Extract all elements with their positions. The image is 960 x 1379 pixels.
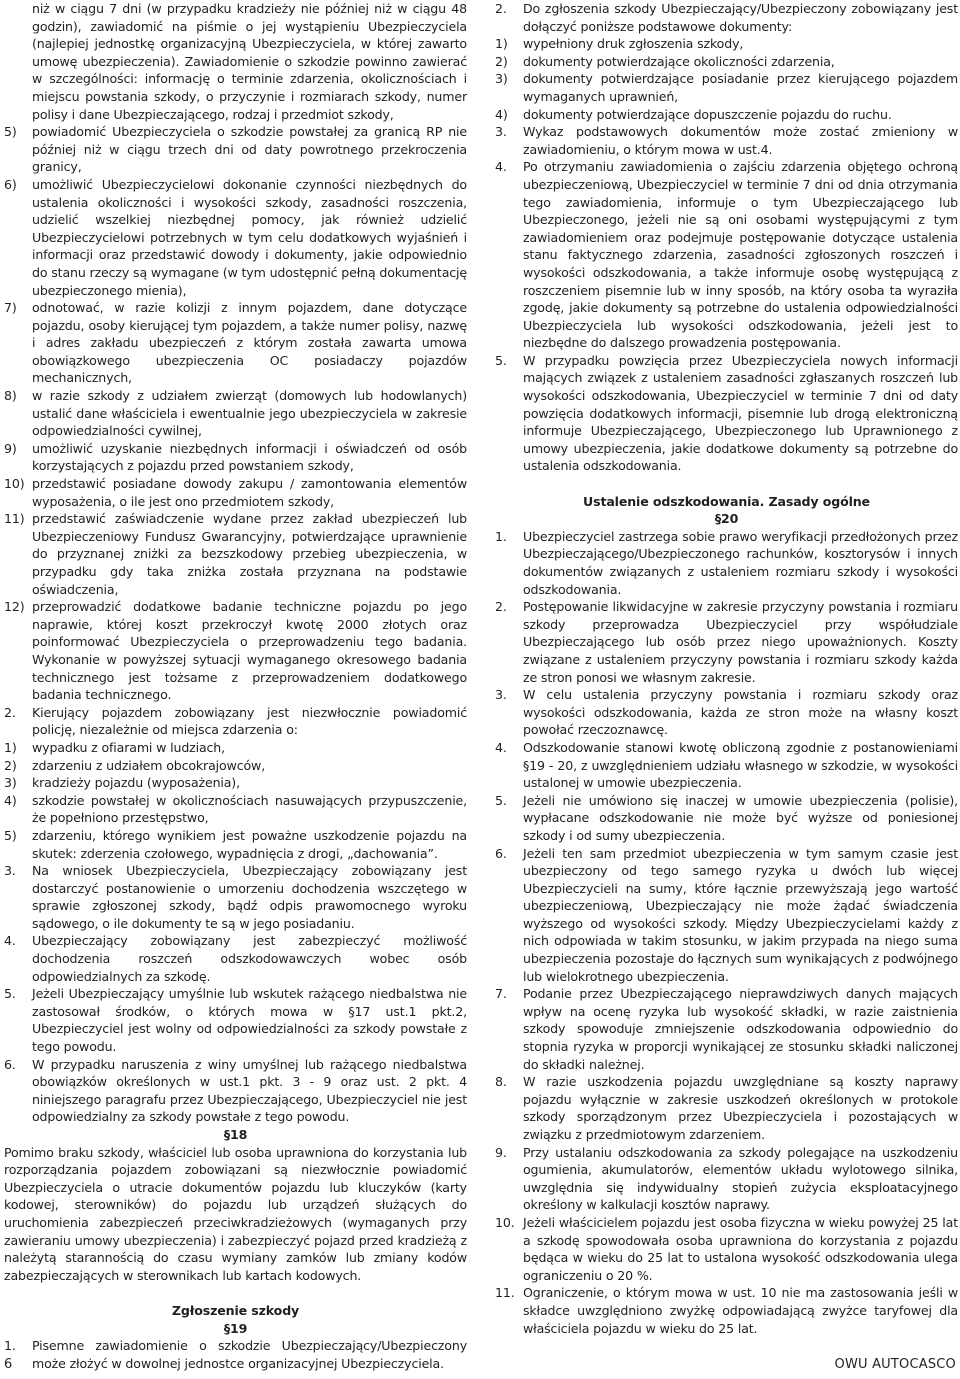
sub-item xyxy=(4,176,467,299)
item-number: 10) xyxy=(4,476,25,492)
item-number: 1. xyxy=(495,528,507,544)
item-number: 1) xyxy=(4,739,17,755)
item-number: 3. xyxy=(4,863,16,879)
item-number: 4) xyxy=(4,792,17,808)
item-number: 3. xyxy=(495,687,507,703)
item-number: 8) xyxy=(4,388,17,404)
item-number: 2. xyxy=(495,599,507,615)
sub-item xyxy=(4,475,467,510)
item-text: wypełniony druk zgłoszenia szkody, xyxy=(523,36,744,52)
item-text: umożliwić uzyskanie niezbędnych informacji i oświadczeń od osób korzystających z pojazdu przed powstaniem szkody, xyxy=(32,440,467,474)
sub-item xyxy=(495,53,958,71)
clause xyxy=(495,985,958,1073)
clause-number: 2. xyxy=(495,1,507,16)
item-text: powiadomić Ubezpieczyciela o szkodzie powstałej za granicą RP nie później niż w ciągu trzech dni od daty powrotnego przekroczenia granicy, xyxy=(32,124,467,175)
spacer xyxy=(4,1284,467,1302)
item-number: 7) xyxy=(4,300,17,316)
section-18-text: Pomimo braku szkody, właściciel lub osoba uprawniona do korzystania lub rozporządzania pojazdem zobowiązani są niezwłocznie powiadomić Ubezpieczyciela o utracie dokumentów pojazdu lub kluczyków (karty kodowej, sterowników) do pojazdu lub urządzeń służących do uruchomienia zabezpieczeń przeciwkradzieżowych (wymaganych przy zawieraniu umowy ubezpieczenia) i zabezpieczyć pojazd przed kradzieżą z należytą starannością do czasu wymiany zamków lub zmiany kodów zabezpieczających w sterownikach lub kartach kodowych. xyxy=(4,1144,467,1283)
item-number: 4. xyxy=(495,159,507,175)
clause xyxy=(495,123,958,158)
section-18-title: §18 xyxy=(223,1127,248,1142)
item-number: 3) xyxy=(495,71,508,87)
item-text: dokumenty potwierdzające dopuszczenie pojazdu do ruchu. xyxy=(523,106,892,122)
sub-item xyxy=(495,70,958,105)
item-text: w razie szkody z udziałem zwierząt (domowych lub hodowlanych) ustalić dane właściciela i ewentualnie jego ubezpieczyciela w zakresie odpowiedzialności cywilnej, xyxy=(32,388,467,439)
item-text: Ubezpieczający zobowiązany jest zabezpieczyć możliwość dochodzenia roszczeń odszkodowawczych wobec osób odpowiedzialnych za szkodę. xyxy=(32,933,467,984)
item-text: zdarzeniu, którego wynikiem jest poważne uszkodzenie pojazdu na skutek: zderzenia czołowego, wypadnięcia z drogi, „dachowania”. xyxy=(32,827,467,861)
sub-item xyxy=(4,827,467,862)
sub-item xyxy=(4,510,467,598)
claims-heading: Zgłoszenie szkody xyxy=(171,1302,300,1318)
item-text: umożliwić Ubezpieczycielowi dokonanie czynności niezbędnych do ustalenia okoliczności i wysokości szkody, zasadności roszczenia, udzielić wszelkiej niezbędnej pomocy, jak również udzielić Ubezpieczycielowi potrzebnych w tym celu dodatkowych wyjaśnień i informacji oraz przedstawić dowody i dokumenty, jakie odpowiednio do stanu rzeczy są wymagane (w tym udostępnić pełną dokumentację ubezpieczonego mienia), xyxy=(32,176,467,298)
sub-item xyxy=(4,598,467,704)
continued-text: niż w ciągu 7 dni (w przypadku kradzieży nie później niż w ciągu 48 godzin), zawiadomić na piśmie o jej wystąpieniu Ubezpieczyciela (najlepiej jednostkę organizacyjną Ubezpieczyciela, w której zawarto umowę ubezpieczenia). Zawiadomienie o szkodzie powinno zawierać w szczególności: informację o terminie zdarzenia, okolicznościach i miejscu powstania szkody, o przyczynie i rozmiarach szkody, numer polisy i dane Ubezpieczającego, rodzaj i przedmiot szkody, xyxy=(32,1,467,122)
clause-number: 1. xyxy=(4,1338,16,1354)
item-text: wypadku z ofiarami w ludziach, xyxy=(32,739,225,755)
item-text: odnotować, w razie kolizji z innym pojazdem, dane dotyczące pojazdu, osoby kierującej tym pojazdem, a także numer polisy, nazwę i adres zakładu ubezpieczeń z którym została zawarta umowa obowiązkowego ubezpieczenia OC posiadaczy pojazdów mechanicznych, xyxy=(32,300,467,386)
item-number: 10. xyxy=(495,1214,515,1230)
clause-19-1 xyxy=(4,1337,467,1372)
sub-item xyxy=(4,792,467,827)
item-text: Jeżeli właścicielem pojazdu jest osoba fizyczna w wieku powyżej 25 lat a szkodę spowodowała osoba uprawniona do korzystania z pojazdu będąca w wieku do 25 lat to ustalona wysokość odszkodowania ulega ograniczeniu o 20 %. xyxy=(523,1214,958,1283)
clause xyxy=(4,932,467,985)
clause xyxy=(495,1073,958,1143)
item-number: 9. xyxy=(495,1144,507,1160)
item-number: 4) xyxy=(495,106,508,122)
item-text: Jeżeli Ubezpieczający umyślnie lub wskutek rażącego niedbalstwa nie zastosował środków, o których mowa w §17 ust.1 pkt.2, Ubezpieczyciel jest wolny od odpowiedzialności za szkody powstałe z tego powodu. xyxy=(32,986,467,1055)
sub-item xyxy=(4,123,467,176)
section-19-title: §19 xyxy=(223,1320,248,1336)
item-text: Jeżeli ten sam przedmiot ubezpieczenia w tym samym czasie jest ubezpieczony od tego samego ryzyka u dwóch lub więcej Ubezpieczycieli na sumy, które łącznie przewyższają jego wartość ubezpieczeniową, Ubezpieczający nie może żądać świadczenia wyższego od wysokości szkody. Między Ubezpieczycielami każdy z nich odpowiada w takim stosunku, w jakim przypada na niego suma ubezpieczenia pozostaje do łącznych sum wynikających z podwójnego lub wielokrotnego ubezpieczenia. xyxy=(523,845,958,984)
clause xyxy=(495,352,958,475)
clause xyxy=(495,528,958,598)
sub-item xyxy=(4,387,467,440)
sub-item xyxy=(4,774,467,792)
item-text: przedstawić zaświadczenie wydane przez zakład ubezpieczeń lub Ubezpieczeniowy Fundusz Gwarancyjny, potwierdzające uprawnienie do przyznanej zniżki za bezszkodowy przebieg ubezpieczenia, w przypadku gdy taka zniżka została przyznana na podstawie oświadczenia, xyxy=(32,511,467,597)
item-number: 1) xyxy=(495,36,508,52)
clause-number: 2. xyxy=(4,704,16,720)
continued-paragraph xyxy=(4,0,467,123)
clause-19-2 xyxy=(495,0,958,35)
item-text: Ograniczenie, o którym mowa w ust. 10 nie ma zastosowania jeśli w składce uwzględniono zwyżkę odpowiadającą zwyżce taryfowej dla właściciela pojazdu w wieku do 25 lat. xyxy=(523,1285,958,1336)
item-text: Odszkodowanie stanowi kwotę obliczoną zgodnie z postanowieniami §19 - 20, z uwzględnieniem udziału własnego w szkodzie, w wysokości ustalonej w umowie ubezpieczenia. xyxy=(523,739,958,791)
item-number: 5. xyxy=(495,792,507,808)
item-text: W celu ustalenia przyczyny powstania i rozmiaru szkody oraz wysokości odszkodowania, każda ze stron może na własny koszt powołać rzeczoznawcę. xyxy=(523,687,958,738)
item-text: Wykaz podstawowych dokumentów może zostać zmieniony w zawiadomieniu, o którym mowa w ust.4. xyxy=(523,124,958,157)
item-text: dokumenty potwierdzające okoliczności zdarzenia, xyxy=(523,53,835,69)
item-text: Po otrzymaniu zawiadomienia o zajściu zdarzenia objętego ochroną ubezpieczeniową, Ubezpieczyciel w terminie 7 dni od dnia otrzymania tego zawiadomienia, informuje o tym Ubezpieczającego lub Ubezpieczonego, jeżeli nie są oni osobami występującymi z tym zawiadomieniem oraz podejmuje postępowanie dotyczące ustalenia stanu faktycznego zdarzenia, zasadności zgłoszonych roszczeń i wysokości odszkodowania, a także informuje osobę występującą z roszczeniem pisemnie lub w inny sposób, na który osoba ta wyraziła zgodę, jakie dokumenty są potrzebne do ustalenia odpowiedzialności Ubezpieczyciela lub wysokości odszkodowania, jeżeli jest to niezbędne do dalszego prowadzenia postępowania. xyxy=(523,159,958,351)
item-number: 6. xyxy=(4,1056,16,1072)
item-text: W przypadku naruszenia z winy umyślnej lub rażącego niedbalstwa obowiązków określonych w ust.1 pkt. 3 - 9 oraz ust. 2 pkt. 4 niniejszego paragrafu przez Ubezpieczającego, Ubezpieczyciel nie jest odpowiedzialny za szkody powstałe z tego powodu. xyxy=(32,1056,467,1125)
clause xyxy=(495,598,958,686)
clause xyxy=(495,686,958,739)
item-number: 4. xyxy=(4,933,16,949)
item-number: 7. xyxy=(495,986,507,1002)
item-number: 11) xyxy=(4,511,25,527)
sub-item xyxy=(4,299,467,387)
item-number: 4. xyxy=(495,739,507,755)
item-number: 5. xyxy=(495,352,507,368)
clause-text: Do zgłoszenia szkody Ubezpieczający/Ubezpieczony zobowiązany jest dołączyć poniższe podstawowe dokumenty: xyxy=(523,1,958,34)
item-number: 5. xyxy=(4,986,16,1002)
item-number: 8. xyxy=(495,1074,507,1090)
clause xyxy=(495,158,958,352)
clause-2 xyxy=(4,704,467,739)
clause xyxy=(495,1214,958,1284)
item-number: 2) xyxy=(495,53,508,69)
item-number: 3) xyxy=(4,775,17,791)
section-20-title: §20 xyxy=(714,511,739,527)
item-text: przedstawić posiadane dowody zakupu / zamontowania elementów wyposażenia, o ile jest ono przedmiotem szkody, xyxy=(32,476,467,509)
item-text: dokumenty potwierdzające posiadanie przez kierującego pojazdem wymaganych uprawnień, xyxy=(523,71,958,104)
sub-item xyxy=(4,757,467,775)
page-number: 6 xyxy=(4,1357,13,1372)
footer-document-title: OWU AUTOCASCO xyxy=(834,1357,956,1372)
item-number: 5) xyxy=(4,827,17,843)
item-text: przeprowadzić dodatkowe badanie techniczne pojazdu po jego naprawie, której koszt przekroczył kwotę 2000 złotych oraz poinformować Ubezpieczyciela o przeprowadzeniu tego badania. Wykonanie w powyższej sytuacji wymaganego okresowego badania technicznego jest tożsame z przeprowadzeniem dodatkowego badania technicznego. xyxy=(32,599,467,703)
item-text: szkodzie powstałej w okolicznościach nasuwających przypuszczenie, że popełniono przestępstwo, xyxy=(32,792,467,826)
clause-text: Kierujący pojazdem zobowiązany jest niezwłocznie powiadomić policję, niezależnie od miejsca zdarzenia o: xyxy=(32,704,467,738)
sub-item xyxy=(4,440,467,475)
sub-item xyxy=(495,106,958,124)
item-text: Na wniosek Ubezpieczyciela, Ubezpieczający zobowiązany jest dostarczyć postanowienie o umorzeniu dochodzenia wszczętego w sprawie zgłoszonej szkody, bądź odpis prawomocnego wyroku sądowego, o ile dokumenty te są w jego posiadaniu. xyxy=(32,863,467,931)
item-text: kradzieży pojazdu (wyposażenia), xyxy=(32,775,240,791)
item-text: W przypadku powzięcia przez Ubezpieczyciela nowych informacji mających związek z ustaleniem zasadności zgłaszanych roszczeń lub wysokości odszkodowania, Ubezpieczyciel w terminie 7 dni od daty powzięcia dodatkowych informacji, pisemnie lub drogą elektroniczną informuje Ubezpieczającego, Ubezpieczonego lub Uprawnionego z umowy ubezpieczenia, jakie dodatkowe dokumenty są potrzebne do ustalenia odszkodowania. xyxy=(523,352,958,474)
spacer xyxy=(495,475,958,493)
sub-item xyxy=(4,739,467,757)
clause xyxy=(4,1056,467,1126)
clause-text: Pisemne zawiadomienie o szkodzie Ubezpieczający/Ubezpieczony może złożyć w dowolnej jednostce organizacyjnej Ubezpieczyciela. xyxy=(32,1338,467,1371)
clause xyxy=(495,739,958,792)
left-column xyxy=(4,0,467,1372)
item-text: zdarzeniu z udziałem obcokrajowców, xyxy=(32,757,266,773)
item-number: 6) xyxy=(4,176,17,192)
settlement-heading: Ustalenie odszkodowania. Zasady ogólne xyxy=(583,493,870,509)
clause xyxy=(495,1144,958,1214)
right-column xyxy=(495,0,958,1337)
item-text: Jeżeli nie umówiono się inaczej w umowie ubezpieczenia (polisie), wypłacane odszkodowanie nie może być wyższe od poniesionej szkody i od sumy ubezpieczenia. xyxy=(523,792,958,843)
clause xyxy=(495,845,958,986)
item-text: Postępowanie likwidacyjne w zakresie przyczyny powstania i rozmiaru szkody przeprowadza Ubezpieczyciel przy współudziale Ubezpieczającego lub osób przez niego upoważnionych. Koszty związane z ustaleniem przyczyny powstania i rozmiaru szkody każda ze stron ponosi we własnym zakresie. xyxy=(523,599,958,685)
item-number: 11. xyxy=(495,1285,515,1301)
item-number: 5) xyxy=(4,124,17,140)
item-text: Podanie przez Ubezpieczającego nieprawdziwych danych mających wpływ na ocenę ryzyka lub wysokość składki, w razie zaistnienia szkody spowoduje zmniejszenie odszkodowania odpowiednio do stopnia ryzyka w proporcji wynikającej ze stosunku składki naliczonej do składki należnej. xyxy=(523,986,958,1072)
clause xyxy=(4,985,467,1055)
item-text: W razie uszkodzenia pojazdu uwzględniane są koszty naprawy pojazdu wyłącznie w zakresie uszkodzeń określonych w protokole szkody sporządzonym przez Ubezpieczyciela i pozostających w związku z przedmiotowym zdarzeniem. xyxy=(523,1074,958,1142)
clause xyxy=(4,862,467,932)
clause xyxy=(495,1284,958,1337)
item-number: 3. xyxy=(495,124,507,140)
sub-item xyxy=(495,35,958,53)
item-text: Przy ustalaniu odszkodowania za szkody polegające na uszkodzeniu ogumienia, akumulatorów, elementów układu wylotowego silnika, uwzględnia się indywidualny stopień zużycia eksploatacyjnego określony w kalkulacji kosztów naprawy. xyxy=(523,1144,958,1213)
item-number: 6. xyxy=(495,845,507,861)
item-number: 12) xyxy=(4,599,25,615)
item-text: Ubezpieczyciel zastrzega sobie prawo weryfikacji przedłożonych przez Ubezpieczającego/Ubezpieczonego rachunków, kosztorysów i innych dokumentów związanych z ustaleniem rozmiaru szkody i wysokości odszkodowania. xyxy=(523,528,958,597)
clause xyxy=(495,792,958,845)
item-number: 9) xyxy=(4,440,17,456)
item-number: 2) xyxy=(4,757,17,773)
